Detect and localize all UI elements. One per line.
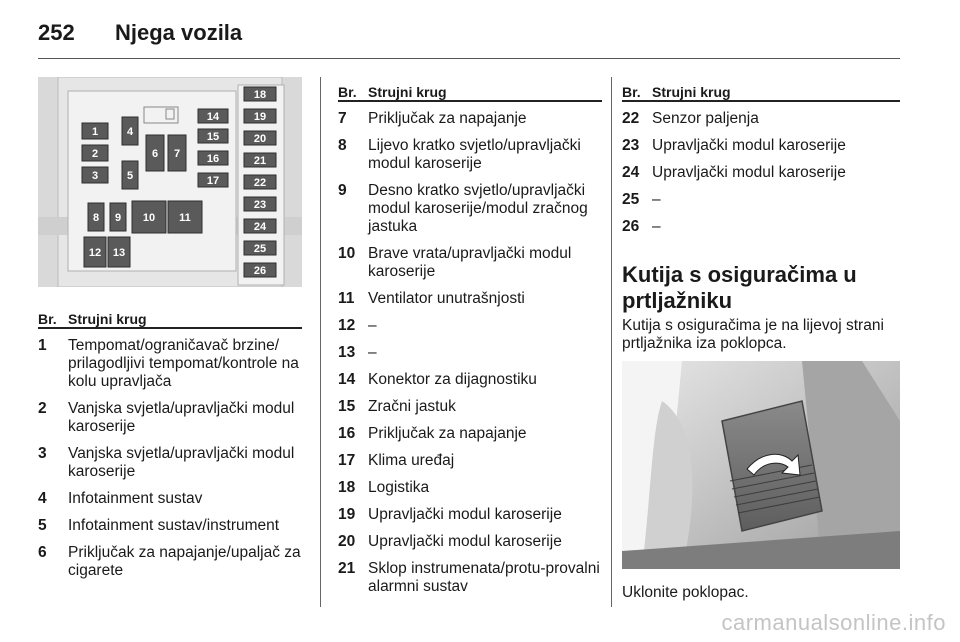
fuse-circuit: Desno kratko svjetlo/upravljački modul karoserije/modul zračnog jastuka (368, 182, 588, 235)
fuse-circuit: Infotainment sustav (68, 490, 203, 507)
fuse-slot-label: 4 (126, 126, 134, 138)
fuse-circuit: Upravljački modul karoserije (368, 506, 562, 523)
fuse-row (622, 164, 900, 182)
fuse-number: 20 (338, 533, 356, 550)
fuse-slot-label: 11 (179, 212, 191, 224)
fuse-number: 17 (338, 452, 356, 469)
fuse-circuit: Vanjska svjetla/upravljački modul karoserije (68, 400, 295, 435)
fuse-row (38, 517, 306, 535)
fuse-circuit: – (368, 317, 377, 334)
fuse-circuit: Sklop instrumenata/protu-provalni alarmni sustav (368, 560, 600, 595)
section-body: Kutija s osiguračima je na lijevoj strani prtljažnika iza poklopca. (622, 317, 884, 352)
fuse-slot-label: 17 (206, 175, 220, 187)
header-number: Br. (622, 84, 641, 100)
fuse-number: 15 (338, 398, 356, 415)
fuse-slot-label: 26 (253, 265, 267, 277)
fuse-circuit: – (368, 344, 377, 361)
fuse-number: 10 (338, 245, 356, 262)
fuse-number: 23 (622, 137, 640, 154)
fuse-row (38, 337, 306, 391)
fuse-circuit: Lijevo kratko svjetlo/upravljački modul karoserije (368, 137, 581, 172)
fuse-row (338, 110, 606, 128)
table-header-col3 (622, 80, 900, 102)
photo-caption: Uklonite poklopac. (622, 584, 749, 601)
fuse-number: 5 (38, 517, 47, 534)
fuse-number: 12 (338, 317, 356, 334)
column-divider-right (611, 77, 612, 607)
fuse-slot-label: 9 (114, 212, 122, 224)
fuse-row (338, 317, 606, 335)
fuse-row (338, 425, 606, 443)
fuse-row (622, 191, 900, 209)
header-number: Br. (338, 84, 357, 100)
fuse-slot-label: 13 (112, 247, 126, 259)
fuse-number: 7 (338, 110, 347, 127)
fuse-row (622, 137, 900, 155)
fuse-row (338, 560, 606, 596)
fuse-row (338, 245, 606, 281)
fuse-number: 26 (622, 218, 640, 235)
fuse-slot-label: 19 (253, 111, 267, 123)
fuse-number: 25 (622, 191, 640, 208)
fuse-slot-label: 25 (253, 243, 267, 255)
fuse-circuit: Priključak za napajanje (368, 110, 527, 127)
trunk-fuse-cover-photo (622, 361, 900, 569)
fuse-slot-label: 16 (206, 153, 220, 165)
fuse-row (338, 452, 606, 470)
fuse-circuit: Priključak za napajanje/upaljač za cigarete (68, 544, 301, 579)
fuse-row (338, 371, 606, 389)
fuse-list-col1 (38, 337, 306, 589)
fuse-slot-label: 7 (173, 148, 181, 160)
fuse-row (338, 344, 606, 362)
column-divider-left (320, 77, 321, 607)
fuse-slot-label: 12 (88, 247, 102, 259)
fuse-slot-label: 18 (253, 89, 267, 101)
fuse-number: 18 (338, 479, 356, 496)
fuse-row (338, 290, 606, 308)
fuse-row (338, 137, 606, 173)
fuse-slot-label: 23 (253, 199, 267, 211)
table-header-col2 (338, 80, 602, 102)
fuse-circuit: Konektor za dijagnostiku (368, 371, 537, 388)
fuse-slot-label: 22 (253, 177, 267, 189)
fuse-number: 3 (38, 445, 47, 462)
fuse-row (622, 110, 900, 128)
fuse-circuit: Zračni jastuk (368, 398, 456, 415)
table-header-col1 (38, 307, 302, 329)
fuse-row (338, 479, 606, 497)
fuse-row (38, 445, 306, 481)
fuse-circuit: Upravljački modul karoserije (652, 137, 846, 154)
fuse-slot-label: 3 (91, 170, 99, 182)
fuse-list-col3 (622, 110, 900, 245)
fuse-row (38, 490, 306, 508)
fuse-slot-label: 14 (206, 111, 220, 123)
header-rule (38, 58, 900, 59)
fuse-circuit: Priključak za napajanje (368, 425, 527, 442)
fuse-number: 14 (338, 371, 356, 388)
fuse-circuit: Tempomat/ograničavač brzine/ prilagodljivi tempomat/kontrole na kolu upravljača (68, 337, 299, 390)
fuse-row (338, 398, 606, 416)
fuse-circuit: Infotainment sustav/instrument (68, 517, 280, 534)
fuse-number: 4 (38, 490, 47, 507)
fuse-row (338, 182, 606, 236)
fuse-slot-label: 21 (253, 155, 267, 167)
fuse-circuit: Vanjska svjetla/upravljački modul karoserije (68, 445, 295, 480)
fuse-circuit: Upravljački modul karoserije (368, 533, 562, 550)
fuse-number: 16 (338, 425, 356, 442)
page-number: 252 (38, 20, 75, 45)
header-circuit: Strujni krug (68, 311, 147, 327)
fuse-slot-label: 24 (253, 221, 267, 233)
fuse-number: 21 (338, 560, 356, 577)
fuse-number: 9 (338, 182, 347, 199)
fuse-list-col2 (338, 110, 606, 605)
fuse-circuit: Logistika (368, 479, 430, 496)
fuse-row (38, 544, 306, 580)
header-number: Br. (38, 311, 57, 327)
fuse-row (338, 533, 606, 551)
fuse-circuit: – (652, 191, 661, 208)
fuse-circuit: Brave vrata/upravljački modul karoserije (368, 245, 572, 280)
section-title: Kutija s osiguračima u prtljažniku (622, 262, 857, 313)
fuse-number: 11 (338, 290, 355, 307)
fuse-circuit: Klima uređaj (368, 452, 455, 469)
fuse-slot-label: 2 (91, 148, 99, 160)
fuse-circuit: – (652, 218, 661, 235)
fuse-row (622, 218, 900, 236)
fuse-box-diagram (38, 77, 302, 287)
fuse-number: 1 (38, 337, 47, 354)
fuse-number: 8 (338, 137, 347, 154)
watermark: carmanualsonline.info (721, 610, 946, 635)
fuse-slot-label: 10 (142, 212, 156, 224)
fuse-slot-label: 5 (126, 170, 134, 182)
fuse-number: 19 (338, 506, 356, 523)
fuse-number: 24 (622, 164, 640, 181)
fuse-number: 2 (38, 400, 47, 417)
page-header (38, 20, 900, 62)
fuse-number: 22 (622, 110, 640, 127)
fuse-circuit: Senzor paljenja (652, 110, 759, 127)
fuse-slot-label: 1 (91, 126, 99, 138)
fuse-number: 6 (38, 544, 47, 561)
header-circuit: Strujni krug (368, 84, 447, 100)
chapter-title: Njega vozila (115, 20, 243, 45)
fuse-slot-label: 15 (206, 131, 220, 143)
header-circuit: Strujni krug (652, 84, 731, 100)
fuse-circuit: Upravljački modul karoserije (652, 164, 846, 181)
fuse-slot-label: 6 (151, 148, 159, 160)
fuse-slot-label: 20 (253, 133, 267, 145)
fuse-number: 13 (338, 344, 356, 361)
fuse-circuit: Ventilator unutrašnjosti (368, 290, 525, 307)
fuse-row (38, 400, 306, 436)
fuse-row (338, 506, 606, 524)
fuse-slot-label: 8 (92, 212, 100, 224)
